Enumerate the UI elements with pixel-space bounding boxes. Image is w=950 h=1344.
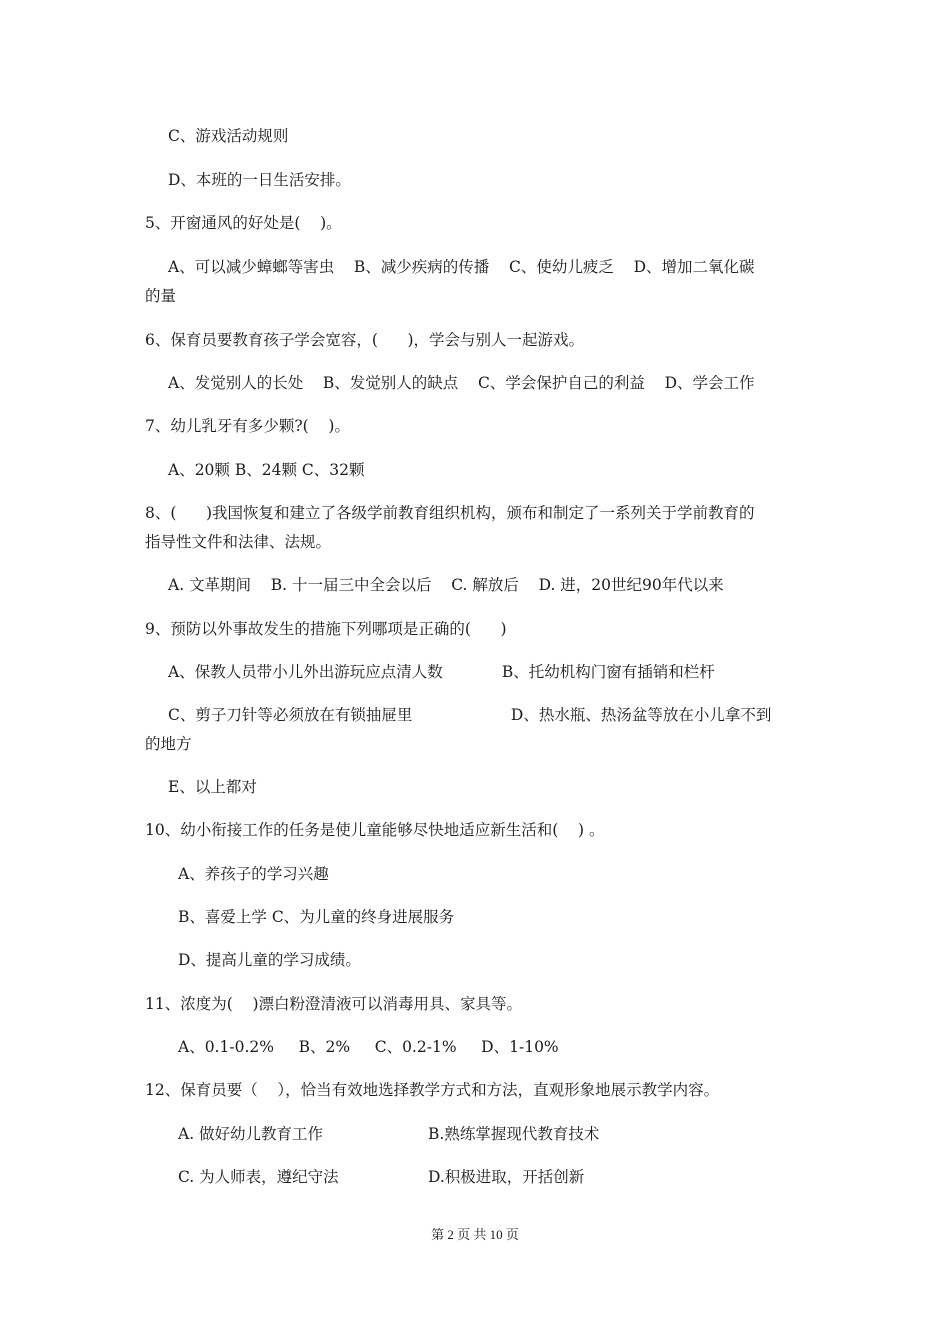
options-9-row-1: A、保教人员带小儿外出游玩应点清人数 B、托幼机构门窗有插销和栏杆 xyxy=(168,663,715,681)
question-8: 8、( )我国恢复和建立了各级学前教育组织机构，颁布和制定了一系列关于学前教育的 xyxy=(145,504,755,522)
option-12-c: C. 为人师表，遵纪守法 xyxy=(178,1168,339,1186)
options-10-row-2: B、喜爱上学 C、为儿童的终身进展服务 xyxy=(178,908,455,926)
option-12-a: A. 做好幼儿教育工作 xyxy=(178,1125,324,1143)
question-11: 11、浓度为( )漂白粉澄清液可以消毒用具、家具等。 xyxy=(145,995,523,1013)
options-9-continuation: 的地方 xyxy=(145,735,192,753)
question-9: 9、预防以外事故发生的措施下列哪项是正确的( ) xyxy=(145,620,507,638)
option-line: C、游戏活动规则 xyxy=(168,127,289,145)
option-line: D、本班的一日生活安排。 xyxy=(168,171,351,189)
options-10-row-1: A、养孩子的学习兴趣 xyxy=(178,865,329,883)
question-6: 6、保育员要教育孩子学会宽容，( )，学会与别人一起游戏。 xyxy=(145,331,585,349)
options-7: A、20颗 B、24颗 C、32颗 xyxy=(168,461,365,479)
question-5: 5、开窗通风的好处是( )。 xyxy=(145,214,342,232)
question-8-continuation: 指导性文件和法律、法规。 xyxy=(145,533,332,551)
options-9-row-2: C、剪子刀针等必须放在有锁抽屉里 D、热水瓶、热汤盆等放在小儿拿不到 xyxy=(168,706,772,724)
question-12: 12、保育员要（ ），恰当有效地选择教学方式和方法，直观形象地展示教学内容。 xyxy=(145,1081,720,1099)
options-8: A. 文革期间 B. 十一届三中全会以后 C. 解放后 D. 进，20世纪90年代以来 xyxy=(168,576,724,594)
page-footer: 第 2 页 共 10 页 xyxy=(431,1227,519,1242)
question-7: 7、幼儿乳牙有多少颗?( )。 xyxy=(145,417,350,435)
options-5: A、可以减少蟑螂等害虫 B、减少疾病的传播 C、使幼儿疲乏 D、增加二氧化碳 xyxy=(168,258,755,276)
options-11: A、0.1-0.2% B、2% C、0.2-1% D、1-10% xyxy=(178,1038,559,1056)
option-12-b: B.熟练掌握现代教育技术 xyxy=(428,1125,600,1143)
option-12-d: D.积极进取，开括创新 xyxy=(428,1168,585,1186)
question-10: 10、幼小衔接工作的任务是使儿童能够尽快地适应新生活和( ) 。 xyxy=(145,821,605,839)
options-10-row-3: D、提高儿童的学习成绩。 xyxy=(178,951,361,969)
options-5-continuation: 的量 xyxy=(145,287,177,305)
options-6: A、发觉别人的长处 B、发觉别人的缺点 C、学会保护自己的利益 D、学会工作 xyxy=(168,374,755,392)
options-9-row-3: E、以上都对 xyxy=(168,778,257,796)
